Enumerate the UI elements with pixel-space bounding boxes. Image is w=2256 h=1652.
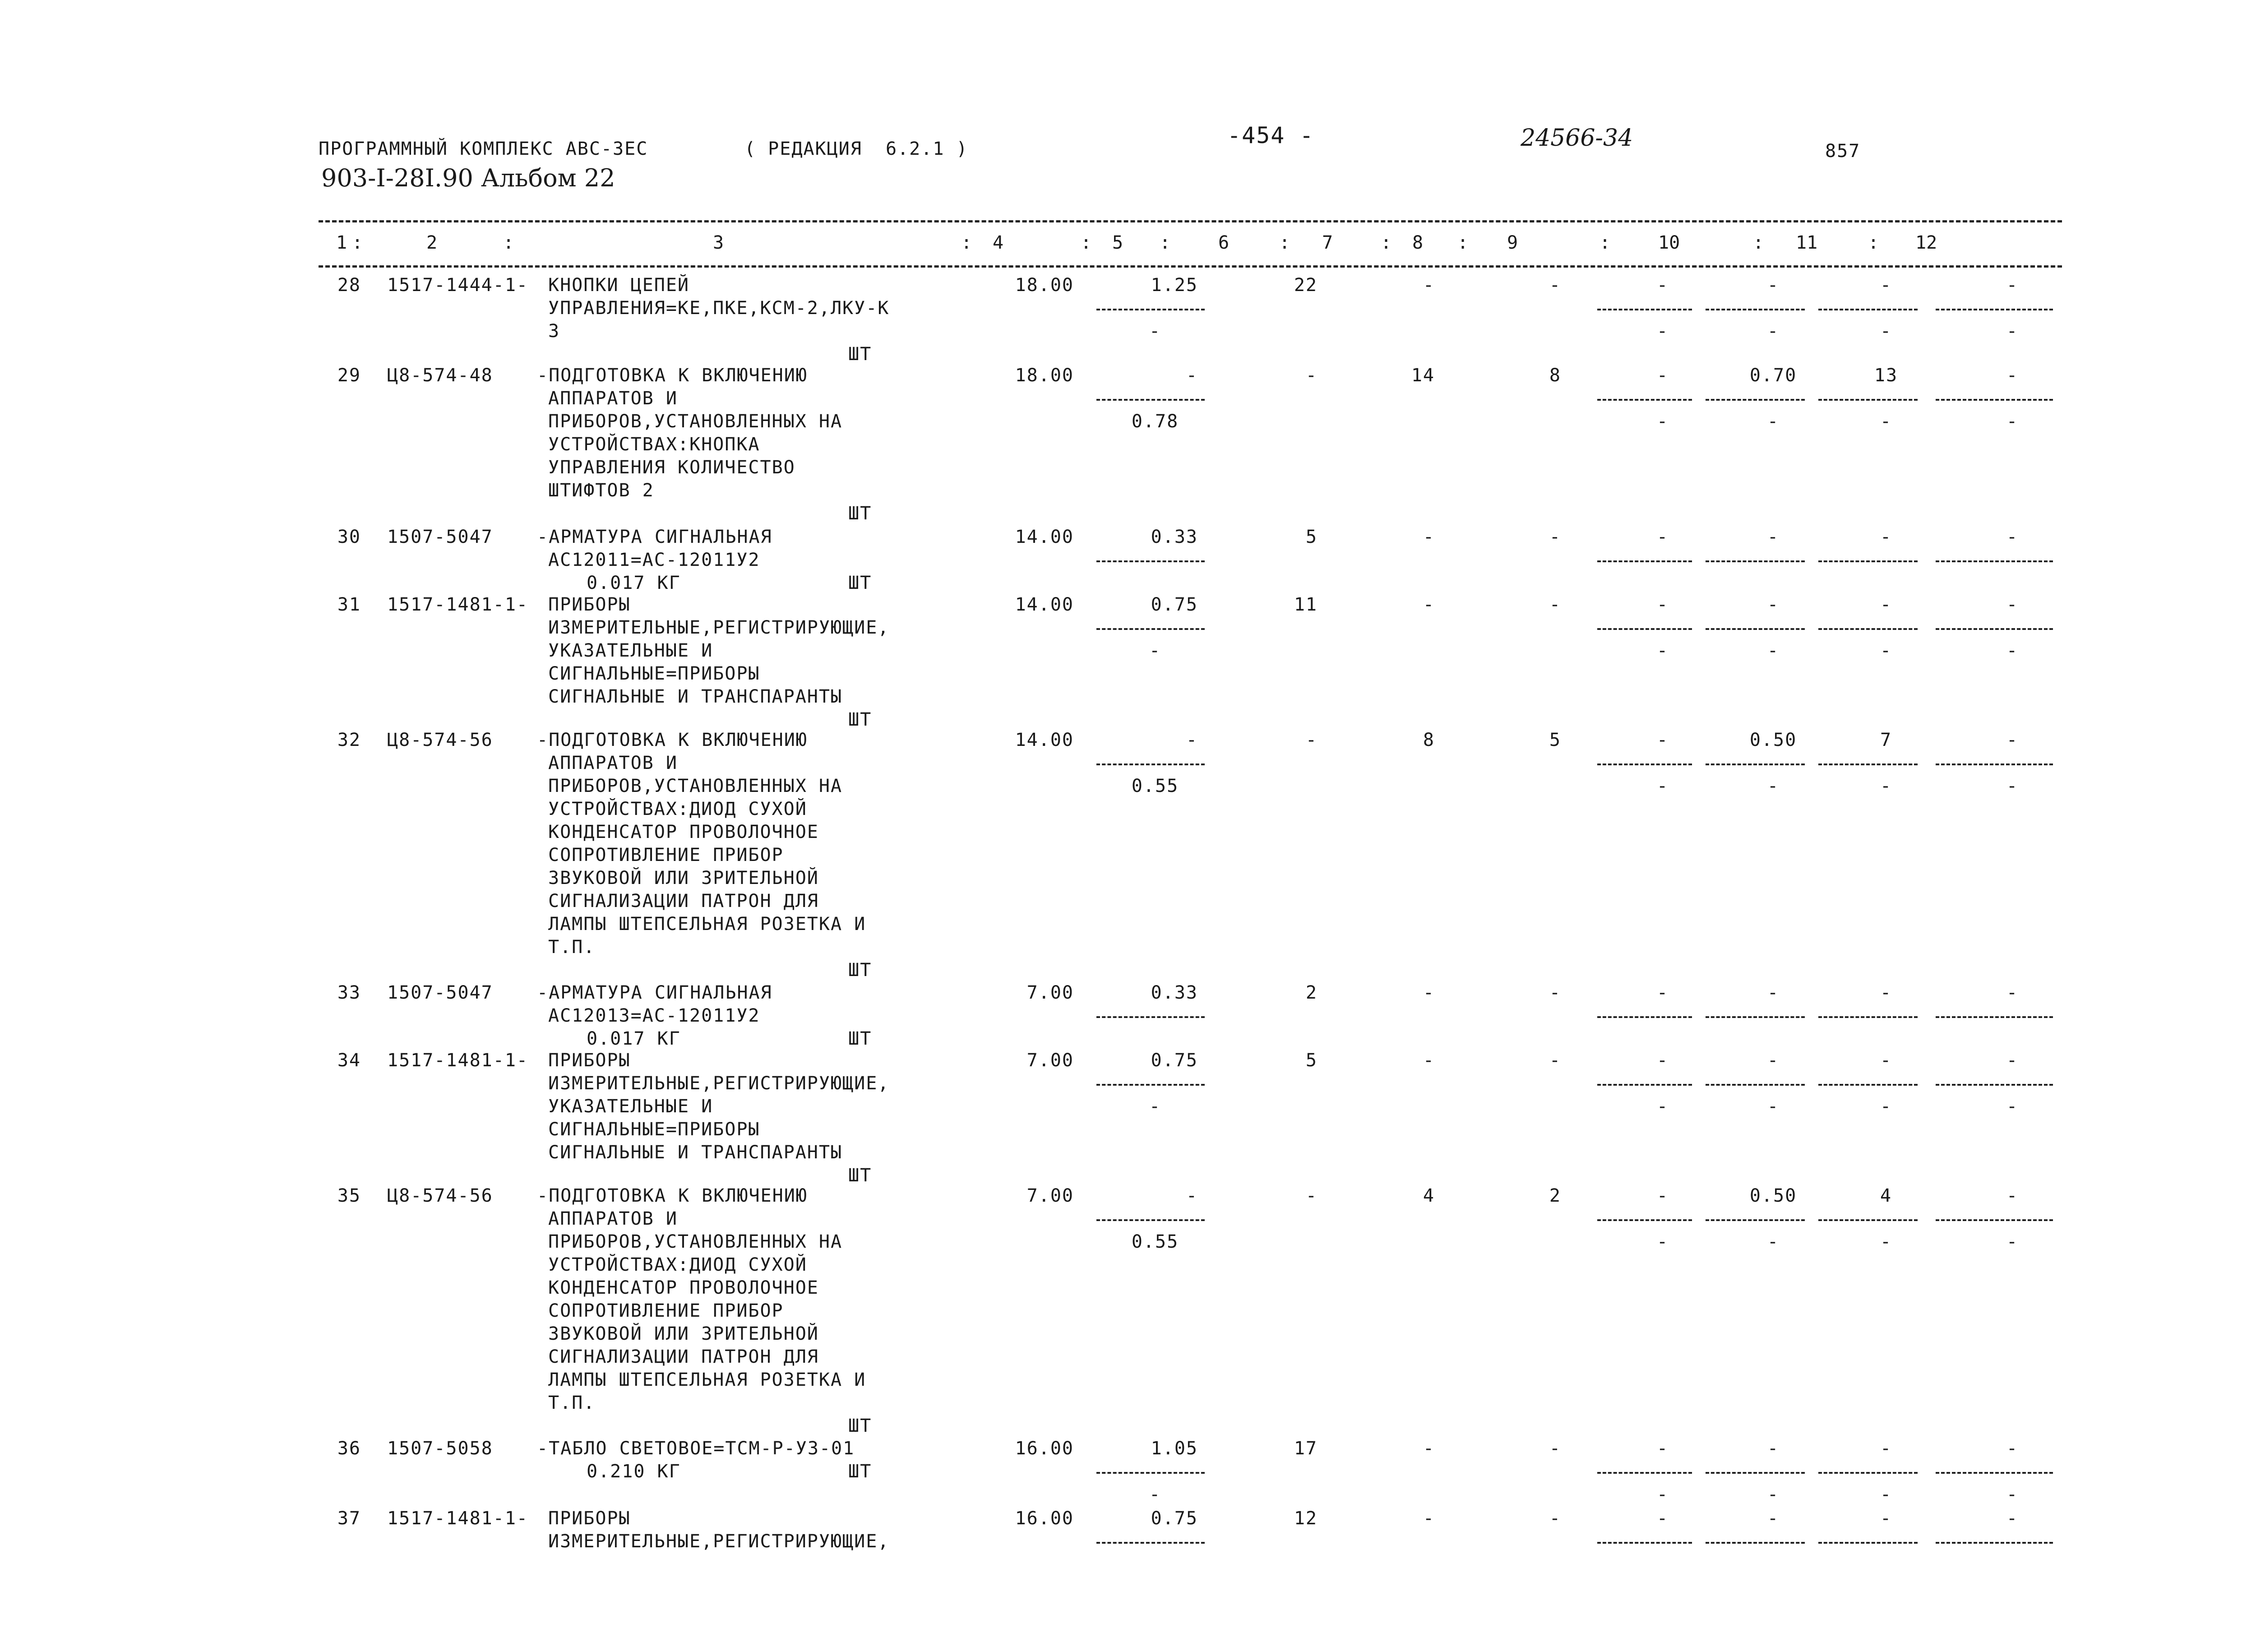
c10-second-value: - <box>1767 1096 1780 1117</box>
row-description-line: АППАРАТОВ И <box>548 1208 678 1229</box>
row-number: 32 <box>337 730 361 750</box>
row-code: 1517-1481-1- <box>387 1050 528 1071</box>
header-rule-bottom <box>319 265 2062 268</box>
col4-value: 7.00 <box>1026 1050 1074 1071</box>
row-description-line: АППАРАТОВ И <box>548 753 678 773</box>
col4-value: 14.00 <box>1015 594 1074 615</box>
c11-value: - <box>1880 594 1892 615</box>
column-separator: : <box>1868 232 1879 253</box>
row-unit: ШТ <box>848 344 872 365</box>
c12-second-value: - <box>2006 1484 2019 1505</box>
row-description-line: 3 <box>548 321 560 342</box>
row-description-line: АС12011=АС-12011У2 <box>548 550 760 570</box>
col5-value: - <box>1186 365 1198 386</box>
c10-second-value: - <box>1767 776 1780 796</box>
col5-value: - <box>1186 1185 1198 1206</box>
row-description-line: УПРАВЛЕНИЯ=КЕ,ПКЕ,КСМ-2,ЛКУ-К <box>548 298 890 319</box>
c12-second-value: - <box>2006 1231 2019 1252</box>
c12-underline <box>1936 1016 2053 1018</box>
col5-second-value: - <box>1149 640 1161 661</box>
col4-value: 18.00 <box>1015 365 1074 386</box>
row-description-line: АС12013=АС-12011У2 <box>548 1005 760 1026</box>
row-unit: ШТ <box>848 709 872 730</box>
col5-second-value: 0.78 <box>1131 411 1179 432</box>
c9-value: - <box>1656 1185 1669 1206</box>
c9-second-value: - <box>1656 1096 1669 1117</box>
col8-value: - <box>1549 982 1561 1003</box>
c10-second-value: - <box>1767 640 1780 661</box>
row-mass: 0.017 КГ <box>587 1028 681 1049</box>
col7-value: - <box>1423 527 1435 547</box>
column-separator: : <box>503 232 514 253</box>
c10-underline <box>1706 1472 1805 1474</box>
column-separator: : <box>352 232 363 253</box>
col5-underline <box>1096 1542 1205 1544</box>
row-description-line: УКАЗАТЕЛЬНЫЕ И <box>548 640 713 661</box>
column-header-10: 10 <box>1658 232 1680 253</box>
c9-second-value: - <box>1656 411 1669 432</box>
c10-value: 0.50 <box>1749 730 1797 750</box>
c12-second-value: - <box>2006 321 2019 342</box>
c9-value: - <box>1656 730 1669 750</box>
row-code: Ц8-574-48 <box>387 365 493 386</box>
c9-second-value: - <box>1656 776 1669 796</box>
c9-second-value: - <box>1656 640 1669 661</box>
edition-label: ( РЕДАКЦИЯ 6.2.1 ) <box>744 139 968 159</box>
row-number: 35 <box>337 1185 361 1206</box>
row-description-line: СИГНАЛЬНЫЕ И ТРАНСПАРАНТЫ <box>548 1142 843 1163</box>
col5-underline <box>1096 560 1205 562</box>
c11-underline <box>1818 764 1918 765</box>
col5-underline <box>1096 309 1205 310</box>
column-header-11: 11 <box>1796 232 1818 253</box>
c9-underline <box>1597 399 1692 401</box>
c10-value: - <box>1767 594 1780 615</box>
row-description-line: -ТАБЛО СВЕТОВОЕ=ТСМ-Р-У3-01 <box>537 1438 855 1459</box>
col5-second-value: - <box>1149 321 1161 342</box>
row-unit: ШТ <box>848 503 872 524</box>
sheet-number: 857 <box>1825 141 1861 162</box>
column-header-6: 6 <box>1218 232 1230 253</box>
row-description-line: СИГНАЛИЗАЦИИ ПАТРОН ДЛЯ <box>548 1347 819 1367</box>
c11-underline <box>1818 1016 1918 1018</box>
col7-value: - <box>1423 275 1435 296</box>
c12-second-value: - <box>2006 776 2019 796</box>
row-mass: 0.017 КГ <box>587 573 681 593</box>
col4-value: 7.00 <box>1026 982 1074 1003</box>
row-number: 33 <box>337 982 361 1003</box>
c12-underline <box>1936 560 2053 562</box>
row-description-line: СИГНАЛЬНЫЕ=ПРИБОРЫ <box>548 663 760 684</box>
column-header-8: 8 <box>1412 232 1424 253</box>
c11-second-value: - <box>1880 1096 1892 1117</box>
row-description-line: УПРАВЛЕНИЯ КОЛИЧЕСТВО <box>548 457 795 478</box>
c9-underline <box>1597 628 1692 630</box>
col6-value: 17 <box>1294 1438 1318 1459</box>
column-separator: : <box>1600 232 1611 253</box>
c10-underline <box>1706 560 1805 562</box>
c12-second-value: - <box>2006 640 2019 661</box>
column-header-4: 4 <box>993 232 1004 253</box>
c12-value: - <box>2006 527 2019 547</box>
c11-second-value: - <box>1880 776 1892 796</box>
c12-underline <box>1936 1219 2053 1221</box>
col5-underline <box>1096 1219 1205 1221</box>
row-description-line: ПРИБОРОВ,УСТАНОВЛЕННЫХ НА <box>548 1231 843 1252</box>
c12-value: - <box>2006 1508 2019 1529</box>
row-number: 30 <box>337 527 361 547</box>
c10-underline <box>1706 1219 1805 1221</box>
col5-underline <box>1096 1472 1205 1474</box>
column-header-7: 7 <box>1322 232 1333 253</box>
col5-value: 0.75 <box>1151 1050 1198 1071</box>
row-description-line: ПРИБОРЫ <box>548 1508 631 1529</box>
col4-value: 14.00 <box>1015 527 1074 547</box>
row-description-line: ЗВУКОВОЙ ИЛИ ЗРИТЕЛЬНОЙ <box>548 1323 819 1344</box>
row-description-line: КОНДЕНСАТОР ПРОВОЛОЧНОЕ <box>548 1277 819 1298</box>
c10-second-value: - <box>1767 321 1780 342</box>
column-separator: : <box>1457 232 1469 253</box>
row-description-line: ПРИБОРЫ <box>548 1050 631 1071</box>
col5-underline <box>1096 628 1205 630</box>
c11-value: 7 <box>1880 730 1892 750</box>
col5-value: 0.33 <box>1151 982 1198 1003</box>
row-description-line: ИЗМЕРИТЕЛЬНЫЕ,РЕГИСТРИРУЮЩИЕ, <box>548 1531 890 1552</box>
row-unit: ШТ <box>848 573 872 593</box>
c11-second-value: - <box>1880 411 1892 432</box>
c9-value: - <box>1656 365 1669 386</box>
col5-value: 1.25 <box>1151 275 1198 296</box>
col5-second-value: - <box>1149 1096 1161 1117</box>
row-description-line: ЛАМПЫ ШТЕПСЕЛЬНАЯ РОЗЕТКА И <box>548 914 866 935</box>
col6-value: 22 <box>1294 275 1318 296</box>
row-description-line: СОПРОТИВЛЕНИЕ ПРИБОР <box>548 845 784 865</box>
c9-value: - <box>1656 527 1669 547</box>
row-description-line: ШТИФТОВ 2 <box>548 480 654 501</box>
c12-second-value: - <box>2006 411 2019 432</box>
row-description-line: -АРМАТУРА СИГНАЛЬНАЯ <box>537 982 772 1003</box>
row-description-line: Т.П. <box>548 937 596 958</box>
column-separator: : <box>1753 232 1764 253</box>
col7-value: - <box>1423 982 1435 1003</box>
col8-value: 5 <box>1549 730 1561 750</box>
col5-underline <box>1096 1084 1205 1086</box>
c12-underline <box>1936 309 2053 310</box>
row-description-line: КНОПКИ ЦЕПЕЙ <box>548 275 689 296</box>
row-unit: ШТ <box>848 1416 872 1436</box>
c9-value: - <box>1656 982 1669 1003</box>
c10-underline <box>1706 399 1805 401</box>
row-unit: ШТ <box>848 1461 872 1482</box>
c10-underline <box>1706 1084 1805 1086</box>
col8-value: - <box>1549 1508 1561 1529</box>
col4-value: 16.00 <box>1015 1508 1074 1529</box>
album-label: 903-I-28I.90 Альбом 22 <box>321 164 615 192</box>
col5-value: 0.75 <box>1151 594 1198 615</box>
c11-second-value: - <box>1880 1231 1892 1252</box>
row-number: 36 <box>337 1438 361 1459</box>
c11-second-value: - <box>1880 321 1892 342</box>
col7-value: 4 <box>1423 1185 1435 1206</box>
c9-underline <box>1597 1016 1692 1018</box>
c12-underline <box>1936 1084 2053 1086</box>
c12-underline <box>1936 628 2053 630</box>
row-unit: ШТ <box>848 1165 872 1186</box>
col4-value: 18.00 <box>1015 275 1074 296</box>
column-header-3: 3 <box>713 232 724 253</box>
col5-underline <box>1096 1016 1205 1018</box>
col5-value: 0.33 <box>1151 527 1198 547</box>
c10-underline <box>1706 764 1805 765</box>
page-number: -454 - <box>1227 122 1314 148</box>
col7-value: 8 <box>1423 730 1435 750</box>
row-description-line: СИГНАЛИЗАЦИИ ПАТРОН ДЛЯ <box>548 891 819 912</box>
c12-value: - <box>2006 365 2019 386</box>
c10-underline <box>1706 309 1805 310</box>
row-mass: 0.210 КГ <box>587 1461 681 1482</box>
c10-value: - <box>1767 527 1780 547</box>
c11-value: 4 <box>1880 1185 1892 1206</box>
c11-value: - <box>1880 275 1892 296</box>
row-unit: ШТ <box>848 960 872 981</box>
row-description-line: УКАЗАТЕЛЬНЫЕ И <box>548 1096 713 1117</box>
c9-underline <box>1597 1084 1692 1086</box>
c9-value: - <box>1656 275 1669 296</box>
row-description-line: -ПОДГОТОВКА К ВКЛЮЧЕНИЮ <box>537 730 808 750</box>
col6-value: 5 <box>1305 1050 1318 1071</box>
row-code: 1507-5047 <box>387 982 493 1003</box>
row-description-line: -ПОДГОТОВКА К ВКЛЮЧЕНИЮ <box>537 1185 808 1206</box>
col4-value: 14.00 <box>1015 730 1074 750</box>
row-description-line: ИЗМЕРИТЕЛЬНЫЕ,РЕГИСТРИРУЮЩИЕ, <box>548 1073 890 1094</box>
c9-second-value: - <box>1656 1484 1669 1505</box>
column-separator: : <box>961 232 972 253</box>
col5-value: - <box>1186 730 1198 750</box>
col7-value: - <box>1423 594 1435 615</box>
column-header-5: 5 <box>1112 232 1123 253</box>
row-code: Ц8-574-56 <box>387 1185 493 1206</box>
col5-second-value: - <box>1149 1484 1161 1505</box>
handwritten-number: 24566-34 <box>1521 125 1633 152</box>
col8-value: - <box>1549 275 1561 296</box>
col6-value: - <box>1305 365 1318 386</box>
col5-value: 0.75 <box>1151 1508 1198 1529</box>
c10-value: 0.50 <box>1749 1185 1797 1206</box>
row-description-line: КОНДЕНСАТОР ПРОВОЛОЧНОЕ <box>548 822 819 842</box>
c11-underline <box>1818 309 1918 310</box>
column-header-2: 2 <box>426 232 438 253</box>
c12-value: - <box>2006 275 2019 296</box>
c9-underline <box>1597 1219 1692 1221</box>
col8-value: - <box>1549 1050 1561 1071</box>
c12-value: - <box>2006 730 2019 750</box>
c11-underline <box>1818 399 1918 401</box>
row-description-line: СИГНАЛЬНЫЕ И ТРАНСПАРАНТЫ <box>548 686 843 707</box>
c12-underline <box>1936 764 2053 765</box>
column-separator: : <box>1081 232 1092 253</box>
column-header-1: 1 <box>336 232 347 253</box>
col7-value: - <box>1423 1050 1435 1071</box>
col8-value: - <box>1549 1438 1561 1459</box>
col4-value: 16.00 <box>1015 1438 1074 1459</box>
c10-second-value: - <box>1767 1231 1780 1252</box>
col6-value: 5 <box>1305 527 1318 547</box>
row-description-line: СОПРОТИВЛЕНИЕ ПРИБОР <box>548 1300 784 1321</box>
c9-underline <box>1597 560 1692 562</box>
c11-value: 13 <box>1874 365 1898 386</box>
col5-underline <box>1096 399 1205 401</box>
col8-value: 2 <box>1549 1185 1561 1206</box>
row-description-line: ПРИБОРОВ,УСТАНОВЛЕННЫХ НА <box>548 776 843 796</box>
c10-value: 0.70 <box>1749 365 1797 386</box>
row-description-line: АППАРАТОВ И <box>548 388 678 409</box>
row-description-line: ПРИБОРОВ,УСТАНОВЛЕННЫХ НА <box>548 411 843 432</box>
col7-value: - <box>1423 1438 1435 1459</box>
column-separator: : <box>1160 232 1171 253</box>
col6-value: 2 <box>1305 982 1318 1003</box>
c9-second-value: - <box>1656 1231 1669 1252</box>
column-header-9: 9 <box>1507 232 1518 253</box>
c12-value: - <box>2006 594 2019 615</box>
row-code: 1517-1444-1- <box>387 275 528 296</box>
c12-value: - <box>2006 982 2019 1003</box>
col4-value: 7.00 <box>1026 1185 1074 1206</box>
c10-value: - <box>1767 1508 1780 1529</box>
row-number: 31 <box>337 594 361 615</box>
c12-underline <box>1936 399 2053 401</box>
col8-value: - <box>1549 594 1561 615</box>
column-separator: : <box>1381 232 1392 253</box>
c11-value: - <box>1880 527 1892 547</box>
col6-value: 12 <box>1294 1508 1318 1529</box>
col5-second-value: 0.55 <box>1131 776 1179 796</box>
c11-underline <box>1818 628 1918 630</box>
c9-underline <box>1597 309 1692 310</box>
c9-value: - <box>1656 1438 1669 1459</box>
row-description-line: ИЗМЕРИТЕЛЬНЫЕ,РЕГИСТРИРУЮЩИЕ, <box>548 617 890 638</box>
c12-value: - <box>2006 1185 2019 1206</box>
col7-value: 14 <box>1411 365 1435 386</box>
c10-second-value: - <box>1767 1484 1780 1505</box>
row-description-line: СИГНАЛЬНЫЕ=ПРИБОРЫ <box>548 1119 760 1140</box>
c9-value: - <box>1656 1508 1669 1529</box>
row-code: 1507-5047 <box>387 527 493 547</box>
c11-underline <box>1818 1542 1918 1544</box>
col5-underline <box>1096 764 1205 765</box>
col5-value: 1.05 <box>1151 1438 1198 1459</box>
c12-underline <box>1936 1542 2053 1544</box>
c11-value: - <box>1880 982 1892 1003</box>
c12-value: - <box>2006 1438 2019 1459</box>
c12-second-value: - <box>2006 1096 2019 1117</box>
c9-underline <box>1597 764 1692 765</box>
c11-underline <box>1818 1219 1918 1221</box>
col8-value: 8 <box>1549 365 1561 386</box>
c9-second-value: - <box>1656 321 1669 342</box>
c10-value: - <box>1767 275 1780 296</box>
row-unit: ШТ <box>848 1028 872 1049</box>
row-description-line: Т.П. <box>548 1393 596 1413</box>
row-code: Ц8-574-56 <box>387 730 493 750</box>
program-title: ПРОГРАММНЫЙ КОМПЛЕКС АВС-ЗЕС <box>319 139 648 159</box>
row-description-line: -ПОДГОТОВКА К ВКЛЮЧЕНИЮ <box>537 365 808 386</box>
c11-underline <box>1818 560 1918 562</box>
c12-underline <box>1936 1472 2053 1474</box>
c10-underline <box>1706 628 1805 630</box>
c10-value: - <box>1767 982 1780 1003</box>
c10-value: - <box>1767 1050 1780 1071</box>
row-description-line: -АРМАТУРА СИГНАЛЬНАЯ <box>537 527 772 547</box>
c10-value: - <box>1767 1438 1780 1459</box>
row-number: 34 <box>337 1050 361 1071</box>
row-number: 37 <box>337 1508 361 1529</box>
col7-value: - <box>1423 1508 1435 1529</box>
c11-value: - <box>1880 1438 1892 1459</box>
c9-underline <box>1597 1472 1692 1474</box>
col6-value: - <box>1305 1185 1318 1206</box>
column-header-12: 12 <box>1915 232 1937 253</box>
row-code: 1517-1481-1- <box>387 594 528 615</box>
c11-underline <box>1818 1084 1918 1086</box>
c10-underline <box>1706 1542 1805 1544</box>
row-description-line: УСТРОЙСТВАХ:ДИОД СУХОЙ <box>548 799 807 819</box>
col6-value: 11 <box>1294 594 1318 615</box>
c11-value: - <box>1880 1508 1892 1529</box>
row-number: 29 <box>337 365 361 386</box>
c11-underline <box>1818 1472 1918 1474</box>
c11-second-value: - <box>1880 640 1892 661</box>
c11-value: - <box>1880 1050 1892 1071</box>
row-code: 1507-5058 <box>387 1438 493 1459</box>
c10-second-value: - <box>1767 411 1780 432</box>
col6-value: - <box>1305 730 1318 750</box>
c9-value: - <box>1656 1050 1669 1071</box>
c10-underline <box>1706 1016 1805 1018</box>
row-number: 28 <box>337 275 361 296</box>
row-description-line: УСТРОЙСТВАХ:ДИОД СУХОЙ <box>548 1254 807 1275</box>
row-description-line: УСТРОЙСТВАХ:КНОПКА <box>548 434 760 455</box>
c9-value: - <box>1656 594 1669 615</box>
row-code: 1517-1481-1- <box>387 1508 528 1529</box>
col5-second-value: 0.55 <box>1131 1231 1179 1252</box>
header-rule-top <box>319 220 2062 222</box>
row-description-line: ПРИБОРЫ <box>548 594 631 615</box>
row-description-line: ЗВУКОВОЙ ИЛИ ЗРИТЕЛЬНОЙ <box>548 868 819 888</box>
col8-value: - <box>1549 527 1561 547</box>
c12-value: - <box>2006 1050 2019 1071</box>
column-separator: : <box>1279 232 1290 253</box>
c9-underline <box>1597 1542 1692 1544</box>
c11-second-value: - <box>1880 1484 1892 1505</box>
row-description-line: ЛАМПЫ ШТЕПСЕЛЬНАЯ РОЗЕТКА И <box>548 1370 866 1390</box>
